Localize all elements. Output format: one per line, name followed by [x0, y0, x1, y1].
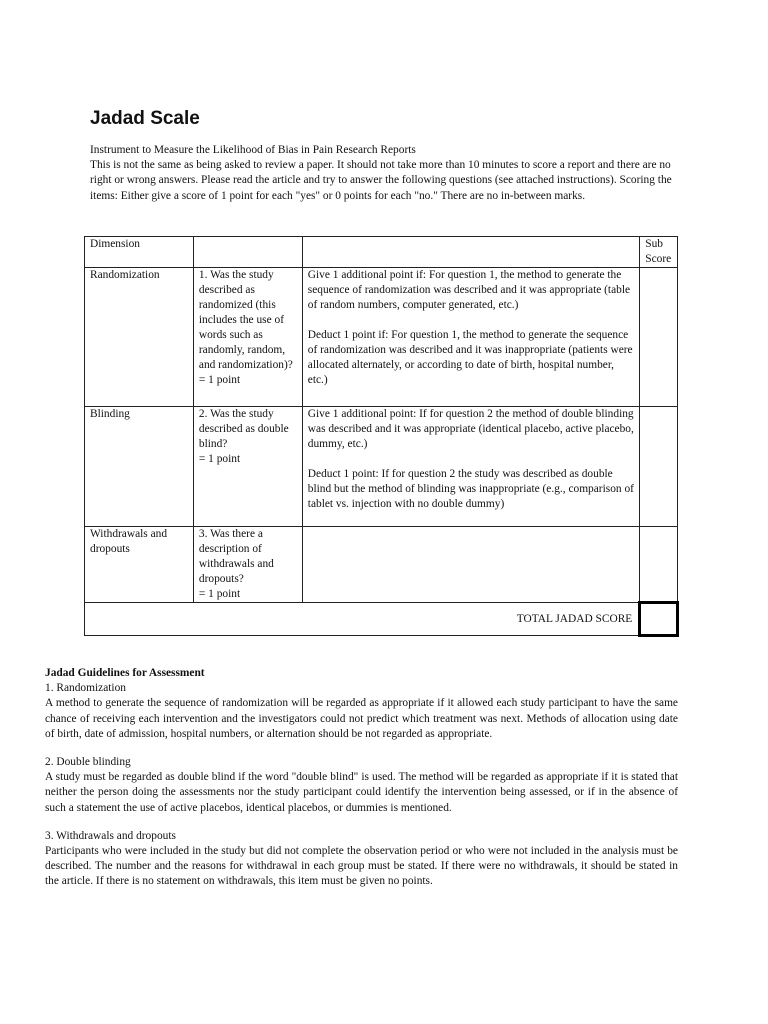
row-question: [193, 527, 302, 603]
page-title: Jadad Scale: [90, 108, 200, 129]
row-question: [193, 407, 302, 527]
header-sub-score: Sub Score: [640, 237, 678, 268]
sub-score-cell[interactable]: [640, 527, 678, 603]
header-points-empty: [302, 237, 639, 268]
guideline-section: [45, 829, 678, 890]
add-point-rule: Give 1 additional point: If for question 2 the method of double blinding was described and it was appropriate (identical placebo, active placebo, dummy, etc.): [307, 408, 634, 450]
deduct-point-rule: Deduct 1 point: If for question 2 the study was described as double blind but the method of blinding was inappropriate (e.g., comparison of tablet vs. injection with no double dummy): [307, 468, 634, 510]
add-point-rule: Give 1 additional point if: For question 1, the method to generate the sequence of randomization was described and it was appropriate (table of random numbers, computer generated, etc.): [307, 269, 631, 311]
row-scoring-rules: [302, 407, 639, 527]
guidelines-title: Jadad Guidelines for Assessment: [45, 667, 205, 679]
row-scoring-rules: [302, 268, 639, 407]
intro-body: This is not the same as being asked to review a paper. It should not take more than 10 minutes to score a report and there are no right or wrong answers. Please read the article and try to answer the following questions (see attached instructions). Scoring the items: Either give a score of 1 point for each "yes" or 0 points for each "no." There are no in-between marks.: [90, 159, 672, 202]
guideline-body: Participants who were included in the study but did not complete the observation period or who were not included in the analysis must be described. The number and the reasons for withdrawal in each group must be stated. If there were no withdrawals, it should be stated in the article. If there is no statement on withdrawals, this item must be given no points.: [45, 845, 678, 888]
header-question-empty: [193, 237, 302, 268]
table-row: [85, 407, 678, 527]
row-dimension: Randomization: [85, 268, 194, 407]
guideline-heading: 2. Double blinding: [45, 756, 131, 769]
question-points: = 1 point: [198, 453, 241, 465]
guideline-section: [45, 755, 678, 816]
table-header-row: [85, 237, 678, 268]
intro-subtitle: Instrument to Measure the Likelihood of Bias in Pain Research Reports: [90, 144, 416, 156]
question-text: 2. Was the study described as double blind?: [198, 408, 289, 450]
guideline-heading: 1. Randomization: [45, 682, 126, 695]
guideline-body: A study must be regarded as double blind if the word "double blind" is used. The method will be regarded as appropriate if it is stated that neither the person doing the assessments nor the study participant could identify the intervention being assessed, or if in the absence of such a statement the use of active placebos, identical placebos, or dummies is mentioned.: [45, 771, 678, 814]
question-points: = 1 point: [198, 588, 241, 600]
row-scoring-rules: [302, 527, 639, 603]
row-dimension: Withdrawals and dropouts: [85, 527, 194, 603]
question-text: 3. Was there a description of withdrawals and dropouts?: [198, 528, 274, 585]
sub-score-cell[interactable]: [640, 268, 678, 407]
guideline-heading: 3. Withdrawals and dropouts: [45, 829, 176, 842]
guideline-body: A method to generate the sequence of randomization will be regarded as appropriate if it allowed each study participant to have the same chance of receiving each intervention and the investigators could not predict which treatment was next. Methods of allocation using date of birth, date of admission, hospital numbers, or alternation should be not regarded as appropriate.: [45, 697, 678, 740]
guideline-section: [45, 681, 678, 742]
jadad-score-table: [84, 236, 679, 637]
header-dimension: Dimension: [85, 237, 194, 268]
question-points: = 1 point: [198, 374, 241, 386]
question-text: 1. Was the study described as randomized (this includes the use of words such as randomly, random, and randomization)?: [198, 269, 293, 371]
total-jadad-score-label: TOTAL JADAD SCORE: [85, 603, 640, 636]
deduct-point-rule: Deduct 1 point if: For question 1, the method to generate the sequence of randomization was described and it was inappropriate (patients were allocated alternately, or according to date of birth, hospital number, etc.): [307, 329, 633, 386]
guidelines: [45, 666, 678, 903]
row-dimension: Blinding: [85, 407, 194, 527]
total-row: [85, 603, 678, 636]
table-row: [85, 527, 678, 603]
row-question: [193, 268, 302, 407]
sub-score-cell[interactable]: [640, 407, 678, 527]
total-score-box[interactable]: [640, 603, 678, 636]
table-row: [85, 268, 678, 407]
intro: [90, 143, 678, 204]
